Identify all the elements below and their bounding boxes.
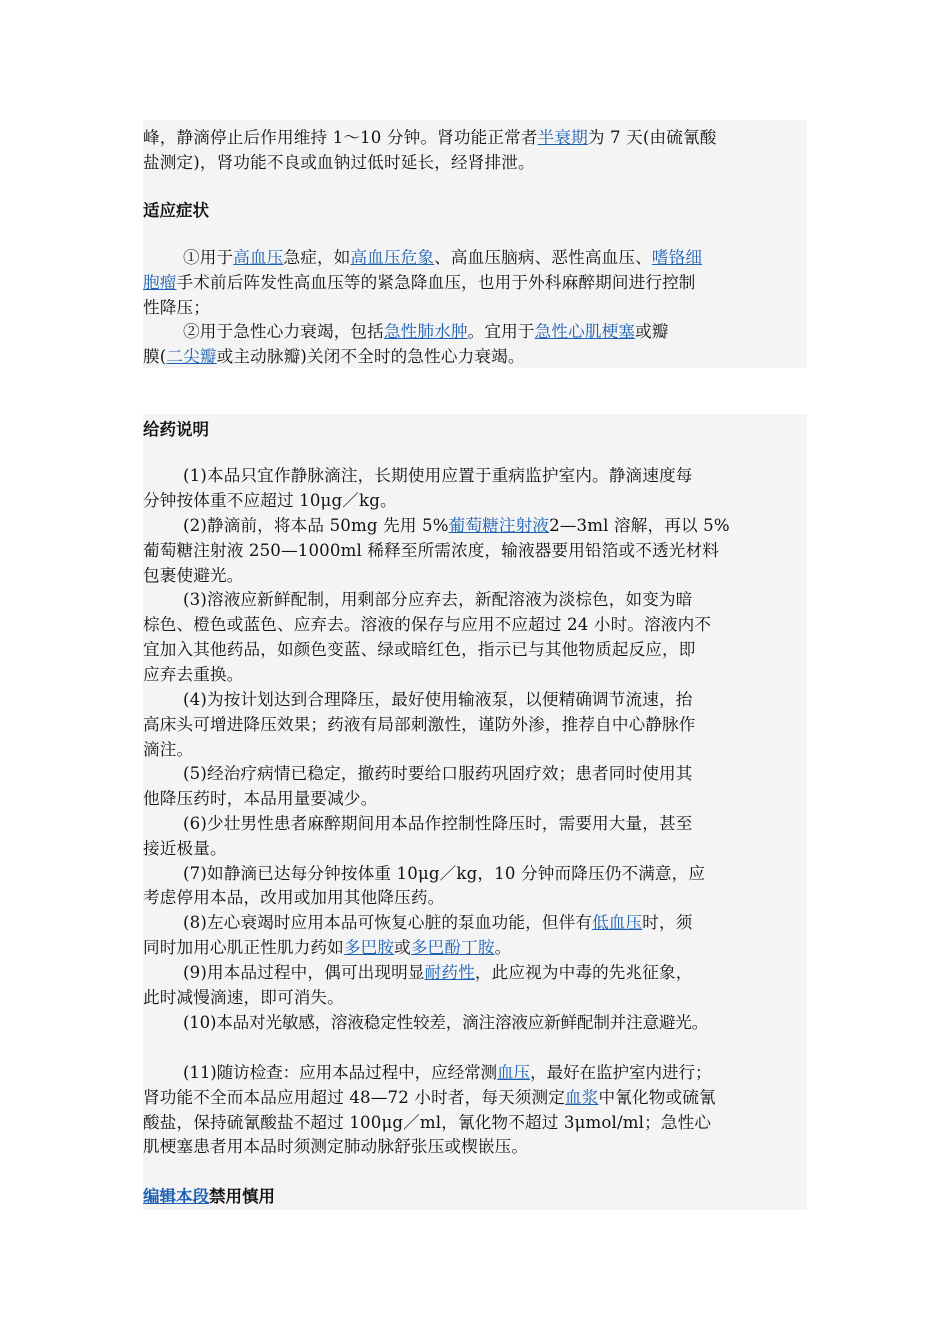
dosage-p4-line-1: (4)为按计划达到合理降压，最好使用输液泵，以便精确调节流速，抬: [183, 690, 693, 709]
dosage-p10-line-1: (10)本品对光敏感，溶液稳定性较差，滴注溶液应新鲜配制并注意避光。: [183, 1013, 709, 1032]
dosage-p5-line-2: 他降压药时，本品用量要减少。: [143, 789, 378, 808]
link-blood-pressure[interactable]: 血压: [497, 1063, 531, 1082]
dosage-p8-line-1: (8)左心衰竭时应用本品可恢复心脏的泵血功能，但伴有低血压时，须: [183, 913, 693, 932]
dosage-p2-line-1: (2)静滴前，将本品 50mg 先用 5%葡萄糖注射液2—3ml 溶解，再以 5%: [183, 516, 730, 535]
dosage-block: [143, 414, 807, 1210]
dosage-p6-line-2: 接近极量。: [143, 839, 227, 858]
indications-line-2: 胞瘤手术前后阵发性高血压等的紧急降血压，也用于外科麻醉期间进行控制: [143, 273, 696, 292]
link-pheochromocytoma-cont[interactable]: 胞瘤: [143, 273, 177, 292]
dosage-p11-line-3: 酸盐，保持硫氰酸盐不超过 100μg／ml，氰化物不超过 3μmol/ml；急性心: [143, 1113, 712, 1132]
indications-line-3: 性降压；: [143, 298, 210, 317]
intro-line-2: 盐测定)，肾功能不良或血钠过低时延长，经肾排泄。: [143, 153, 535, 172]
link-hypotension[interactable]: 低血压: [592, 913, 643, 932]
dosage-p7-line-2: 考虑停用本品，改用或加用其他降压药。: [143, 888, 445, 907]
dosage-p4-line-3: 滴注。: [143, 740, 194, 759]
dosage-p11-line-2: 肾功能不全而本品应用超过 48—72 小时者，每天须测定血浆中氰化物或硫氰: [143, 1088, 716, 1107]
dosage-p2-line-3: 包裹使避光。: [143, 566, 244, 585]
contraindications-heading-row: [143, 1185, 275, 1209]
indications-line-5: 膜(二尖瓣或主动脉瓣)关闭不全时的急性心力衰竭。: [143, 347, 525, 366]
intro-line-1: 峰，静滴停止后作用维持 1～10 分钟。肾功能正常者半衰期为 7 天(由硫氰酸: [143, 128, 717, 147]
link-hypertension[interactable]: 高血压: [233, 248, 284, 267]
link-mitral-valve[interactable]: 二尖瓣: [166, 347, 217, 366]
link-hypertensive-crisis[interactable]: 高血压危象: [350, 248, 435, 267]
dosage-p3-line-1: (3)溶液应新鲜配制，用剩部分应弃去，新配溶液为淡棕色，如变为暗: [183, 590, 693, 609]
link-plasma[interactable]: 血浆: [565, 1088, 599, 1107]
dosage-p9-line-2: 此时减慢滴速，即可消失。: [143, 988, 344, 1007]
link-dopamine[interactable]: 多巴胺: [343, 938, 395, 957]
dosage-p5-line-1: (5)经治疗病情已稳定，撤药时要给口服药巩固疗效；患者同时使用其: [183, 764, 693, 783]
link-acute-myocardial-infarction[interactable]: 急性心肌梗塞: [534, 322, 636, 341]
link-dobutamine[interactable]: 多巴酚丁胺: [410, 938, 495, 957]
dosage-p11-line-1: (11)随访检查：应用本品过程中，应经常测血压，最好在监护室内进行；: [183, 1063, 712, 1082]
dosage-p3-line-3: 宜加入其他药品，如颜色变蓝、绿或暗红色，指示已与其他物质起反应，即: [143, 640, 696, 659]
link-pheochromocytoma[interactable]: 嗜铬细: [651, 248, 703, 267]
dosage-p3-line-2: 棕色、橙色或蓝色、应弃去。溶液的保存与应用不应超过 24 小时。溶液内不: [143, 615, 712, 634]
edit-section-link[interactable]: 编辑本段: [143, 1187, 209, 1206]
dosage-p11-line-4: 肌梗塞患者用本品时须测定肺动脉舒张压或楔嵌压。: [143, 1137, 529, 1156]
dosage-p1-line-2: 分钟按体重不应超过 10μg／kg。: [143, 491, 397, 510]
link-glucose-injection[interactable]: 葡萄糖注射液: [448, 516, 550, 535]
link-acute-pulmonary-edema[interactable]: 急性肺水肿: [383, 322, 468, 341]
indications-line-1: ①用于高血压急症，如高血压危象、高血压脑病、恶性高血压、嗜铬细: [183, 248, 703, 267]
dosage-p1-line-1: (1)本品只宜作静脉滴注，长期使用应置于重病监护室内。静滴速度每: [183, 466, 693, 485]
indications-heading: 适应症状: [143, 201, 209, 220]
dosage-heading: 给药说明: [143, 420, 209, 439]
dosage-p8-line-2: 同时加用心肌正性肌力药如多巴胺或多巴酚丁胺。: [143, 938, 512, 957]
link-drug-tolerance[interactable]: 耐药性: [424, 963, 475, 982]
dosage-p2-line-2: 葡萄糖注射液 250—1000ml 稀释至所需浓度，输液器要用铅箔或不透光材料: [143, 541, 719, 560]
link-half-life[interactable]: 半衰期: [537, 128, 588, 147]
dosage-p3-line-4: 应弃去重换。: [143, 665, 244, 684]
contraindications-heading: 禁用慎用: [209, 1187, 275, 1206]
dosage-p6-line-1: (6)少壮男性患者麻醉期间用本品作控制性降压时，需要用大量，甚至: [183, 814, 693, 833]
dosage-p4-line-2: 高床头可增进降压效果；药液有局部刺激性，谨防外渗，推荐自中心静脉作: [143, 715, 696, 734]
dosage-p9-line-1: (9)用本品过程中，偶可出现明显耐药性，此应视为中毒的先兆征象，: [183, 963, 693, 982]
dosage-p7-line-1: (7)如静滴已达每分钟按体重 10μg／kg，10 分钟而降压仍不满意，应: [183, 864, 706, 883]
indications-line-4: ②用于急性心力衰竭，包括急性肺水肿。宜用于急性心肌梗塞或瓣: [183, 322, 669, 341]
intro-indications-block: [143, 120, 807, 368]
